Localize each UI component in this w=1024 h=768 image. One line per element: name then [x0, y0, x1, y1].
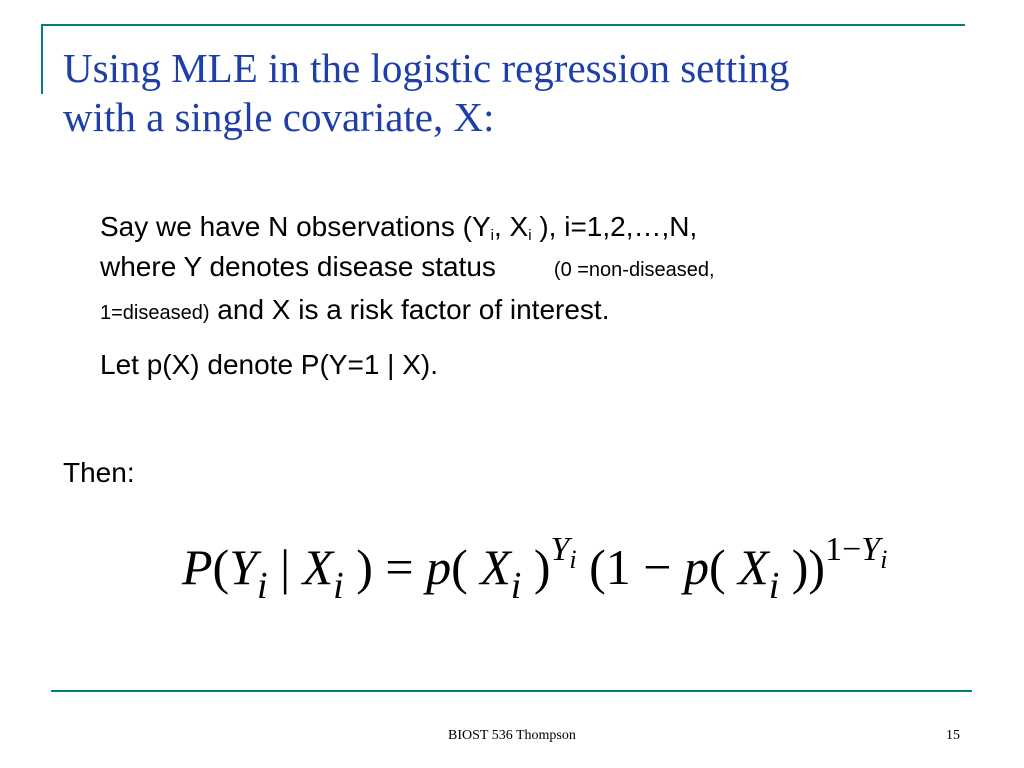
page-number: 15	[946, 728, 960, 743]
body-line-1: Say we have N observations ($Y_i$, $X_i$ ), i=1,2,…,N,	[100, 211, 698, 244]
title-line-1: Using MLE in the logistic regression setting	[63, 45, 790, 91]
left-rule	[41, 24, 43, 94]
top-rule	[41, 24, 965, 26]
body-line-4: Let p(X) denote P(Y=1 | X).	[100, 349, 439, 380]
bottom-rule	[51, 690, 972, 692]
then-label: Then:	[63, 457, 135, 488]
footer-label: BIOST 536 Thompson	[448, 728, 576, 743]
exponent-1: Yi	[550, 531, 577, 574]
title-line-2: with a single covariate, X:	[63, 94, 495, 140]
body-line-3: 1=diseased) and X is a risk factor of interest.	[100, 294, 610, 325]
likelihood-formula: $P(Y_i$ | $X_i$ ) = p( $X_i$ )$^{Y_i}$ (1 − p( $X_i$ ))$^{1-Y_i}$	[182, 531, 888, 607]
slide-body	[100, 207, 960, 385]
exponent-2: 1−Yi	[825, 531, 888, 574]
slide-title	[63, 44, 963, 142]
body-line-2: where Y denotes disease status (0 =non-diseased,	[100, 251, 715, 282]
